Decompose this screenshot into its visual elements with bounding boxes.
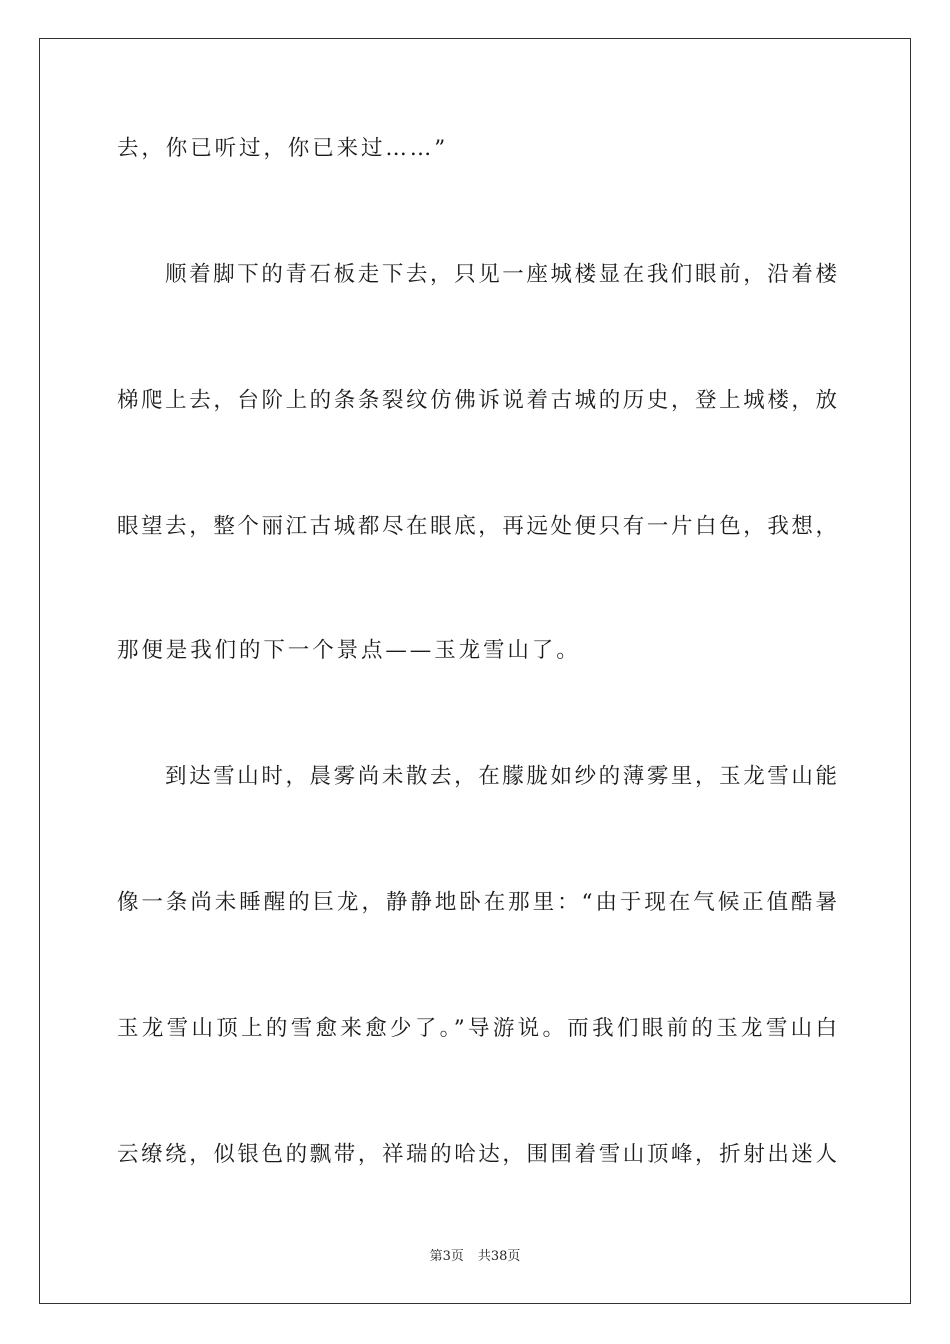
text-line: 眼望去，整个丽江古城都尽在眼底，再远处便只有一片白色，我想， (117, 514, 837, 539)
page-border (39, 38, 911, 1304)
text-line: 像一条尚未睡醒的巨龙，静静地卧在那里：“由于现在气候正值酷暑 (117, 890, 837, 915)
text-line: 云缭绕，似银色的飘带，祥瑞的哈达，围围着雪山顶峰，折射出迷人 (117, 1142, 837, 1167)
text-line: 到达雪山时，晨雾尚未散去，在朦胧如纱的薄雾里，玉龙雪山能 (165, 764, 837, 789)
text-line: 去，你已听过，你已来过……” (117, 136, 449, 161)
page-number: 第3页 (429, 1249, 464, 1264)
text-line: 玉龙雪山顶上的雪愈来愈少了。”导游说。而我们眼前的玉龙雪山白 (117, 1016, 837, 1041)
page-footer (0, 1248, 950, 1266)
text-line: 那便是我们的下一个景点——玉龙雪山了。 (117, 638, 581, 663)
page-total: 共38页 (477, 1249, 521, 1264)
text-line: 梯爬上去，台阶上的条条裂纹仿佛诉说着古城的历史，登上城楼，放 (117, 388, 837, 413)
text-line: 顺着脚下的青石板走下去，只见一座城楼显在我们眼前，沿着楼 (165, 262, 837, 287)
